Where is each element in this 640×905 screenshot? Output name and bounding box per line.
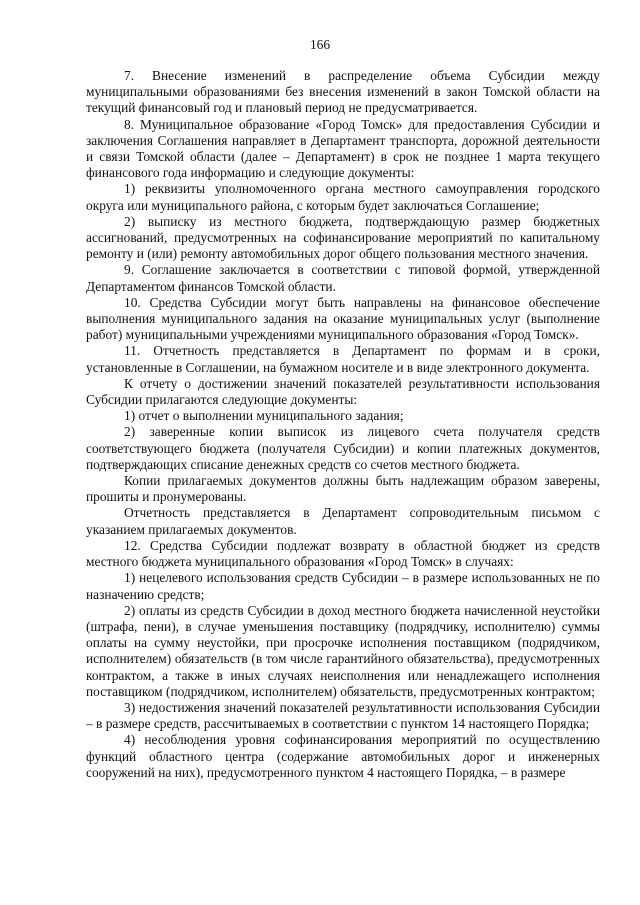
paragraph: Отчетность представляется в Департамент сопроводительным письмом с указанием прилагаемых документов. [86,505,600,537]
paragraph: 9. Соглашение заключается в соответствии с типовой формой, утвержденной Департаментом финансов Томской области. [86,262,600,294]
list-item: 2) заверенные копии выписок из лицевого счета получателя средств соответствующего бюджета (получателя Субсидии) и копии платежных документов, подтверждающих списание денежных средств со счетов местного бюджета. [86,424,600,472]
list-item: 4) несоблюдения уровня софинансирования мероприятий по осуществлению функций областного центра (содержание автомобильных дорог и инженерных сооружений на них), предусмотренного пунктом 4 настоящего Порядка, – в размере [86,732,600,780]
list-item: 1) нецелевого использования средств Субсидии – в размере использованных не по назначению средств; [86,570,600,602]
paragraph: 11. Отчетность представляется в Департамент по формам и в сроки, установленные в Соглашении, на бумажном носителе и в виде электронного документа. [86,343,600,375]
list-item: 1) отчет о выполнении муниципального задания; [124,408,404,424]
paragraph: К отчету о достижении значений показателей результативности использования Субсидии прилагаются следующие документы: [86,375,600,408]
list-item: 1) реквизиты уполномоченного органа местного самоуправления городского округа или муниципального района, с которым будет заключаться Соглашение; [86,181,600,213]
paragraph: 7. Внесение изменений в распределение объема Субсидии между муниципальными образованиями без внесения изменений в закон Томской области на текущий финансовый год и плановый период не предусматривается. [86,68,600,116]
paragraph: 12. Средства Субсидии подлежат возврату в областной бюджет из средств местного бюджета муниципального образования «Город Томск» в случаях: [86,537,600,570]
page-number: 166 [309,37,331,52]
paragraph: 10. Средства Субсидии могут быть направлены на финансовое обеспечение выполнения муниципального задания на оказание муниципальных услуг (выполнение работ) муниципальными учреждениями муниципального образования «Город Томск». [86,294,600,343]
list-item: 2) оплаты из средств Субсидии в доход местного бюджета начисленной неустойки (штрафа, пени), в случае уменьшения поставщику (подрядчику, исполнителю) суммы оплаты на сумму неустойки, при просрочке исполнения поставщиком (подрядчиком, исполнителем) обязательств (в том числе гарантийного обязательства), предусмотренных контрактом, а также в иных случаях неисполнения или ненадлежащего исполнения поставщиком (подрядчиком, исполнителем) обязательств, предусмотренных контрактом; [86,602,600,699]
list-item: 2) выписку из местного бюджета, подтверждающую размер бюджетных ассигнований, предусмотренных на софинансирование мероприятий по капитальному ремонту и (или) ремонту автомобильных дорог общего пользования местного значения. [86,213,600,262]
list-item: 3) недостижения значений показателей результативности использования Субсидии – в размере средств, рассчитываемых в соответствии с пунктом 14 настоящего Порядка; [86,699,600,732]
paragraph: 8. Муниципальное образование «Город Томск» для предоставления Субсидии и заключения Соглашения направляет в Департамент транспорта, дорожной деятельности и связи Томской области (далее – Департамент) в срок не позднее 1 марта текущего финансового года информацию и следующие документы: [86,116,600,181]
document-body [86,68,600,781]
paragraph: Копии прилагаемых документов должны быть надлежащим образом заверены, прошиты и пронумерованы. [86,473,600,505]
